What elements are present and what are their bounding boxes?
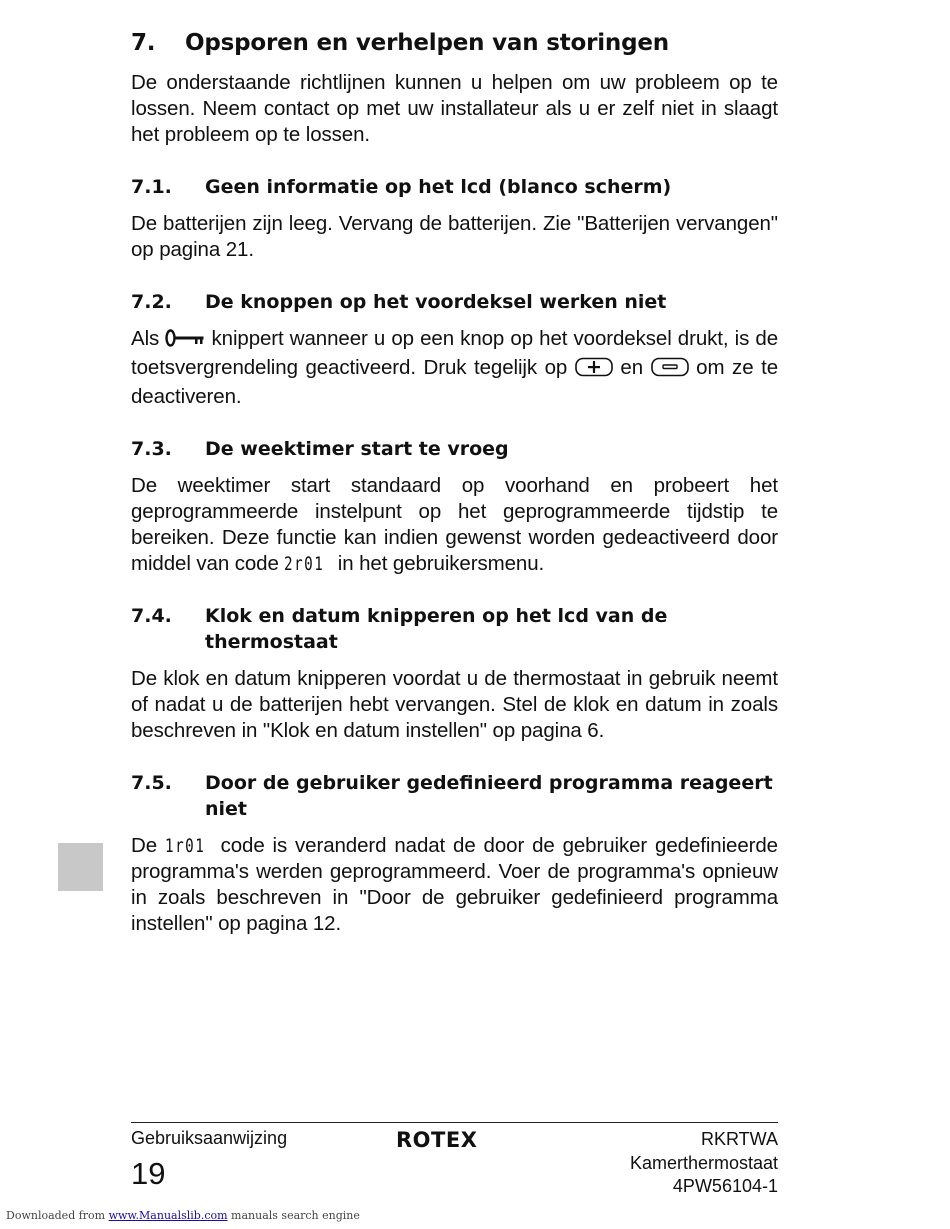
subsection-heading: [131, 174, 778, 200]
subsection-heading: [131, 603, 778, 655]
body-text: De: [131, 834, 165, 857]
download-link[interactable]: www.Manualslib.com: [108, 1209, 228, 1222]
key-icon: [165, 328, 205, 355]
footer-model: RKRTWA: [700, 1129, 778, 1149]
footer-doc-type: Gebruiksaanwijzing: [131, 1128, 288, 1148]
page-number: 19: [131, 1156, 166, 1191]
subsection-title: Klok en datum knipperen op het lcd van de thermostaat: [205, 605, 668, 653]
footer-doc-code: 4PW56104-1: [672, 1176, 778, 1196]
lcd-code: 1r01: [164, 835, 206, 857]
page-content: [131, 30, 778, 963]
subsection-7-2: [131, 289, 778, 410]
subsection-body: [131, 326, 778, 410]
subsection-7-4: [131, 603, 778, 744]
section-title: Opsporen en verhelpen van storingen: [185, 30, 669, 56]
chapter-tab-marker: [58, 843, 103, 891]
subsection-body: [131, 833, 778, 937]
section-intro: De onderstaande richtlijnen kunnen u helpen om uw probleem op te lossen. Neem contact op met uw installateur als u er zelf niet in slaagt het probleem op te lossen.: [131, 71, 778, 146]
footer-product: Kamerthermostaat: [629, 1152, 778, 1173]
subsection-heading: [131, 770, 778, 822]
lcd-code: 2r01: [284, 553, 325, 575]
subsection-title: Geen informatie op het lcd (blanco scherm): [205, 176, 672, 198]
subsection-body: [131, 473, 778, 577]
subsection-number: 7.5.: [131, 772, 172, 794]
body-text: om ze te deactiveren.: [131, 356, 778, 408]
body-text: Als: [131, 327, 166, 350]
subsection-title: De weektimer start te vroeg: [205, 438, 509, 460]
subsection-7-3: [131, 436, 778, 577]
footer-divider: [131, 1122, 778, 1123]
minus-button-icon: [651, 357, 689, 384]
body-text: code is veranderd nadat de door de gebruiker gedefinieerde programma's werden geprogrammeerd. Voer de programma's opnieuw in zoals beschreven in "Door de gebruiker gedefinieerd programma instellen" op pagina 12.: [131, 834, 778, 935]
subsection-number: 7.1.: [131, 176, 172, 198]
subsection-number: 7.3.: [131, 438, 172, 460]
subsection-heading: [131, 289, 778, 315]
section-heading: [131, 30, 778, 56]
subsection-title: Door de gebruiker gedefinieerd programma reageert niet: [205, 772, 773, 820]
download-notice: [6, 1209, 360, 1222]
body-text: en: [612, 356, 651, 379]
subsection-number: 7.4.: [131, 605, 172, 627]
subsection-body: De batterijen zijn leeg. Vervang de batterijen. Zie "Batterijen vervangen" op pagina 21.: [131, 212, 778, 261]
download-prefix: Downloaded from: [6, 1209, 109, 1222]
brand-logo: ROTEX: [396, 1128, 478, 1152]
plus-button-icon: [575, 357, 613, 384]
body-text: De weektimer start standaard op voorhand en probeert het geprogrammeerde instelpunt op het geprogrammeerde tijdstip te bereiken. Deze functie kan indien gewenst worden gedeactiveerd door middel van code: [131, 474, 778, 575]
subsection-heading: [131, 436, 778, 462]
download-suffix: manuals search engine: [227, 1209, 360, 1222]
subsection-7-5: [131, 770, 778, 937]
section-number: 7.: [131, 30, 156, 56]
subsection-number: 7.2.: [131, 291, 172, 313]
subsection-title: De knoppen op het voordeksel werken niet: [205, 291, 667, 313]
body-text: knippert wanneer u op een knop op het voordeksel drukt, is de toetsvergrendeling geactiveerd. Druk tegelijk op: [131, 327, 778, 379]
subsection-7-1: [131, 174, 778, 263]
subsection-body: De klok en datum knipperen voordat u de thermostaat in gebruik neemt of nadat u de batterijen hebt vervangen. Stel de klok en datum in zoals beschreven in "Klok en datum instellen" op pagina 6.: [131, 667, 778, 742]
body-text: in het gebruikersmenu.: [332, 552, 545, 575]
footer-product-info: [630, 1128, 778, 1199]
